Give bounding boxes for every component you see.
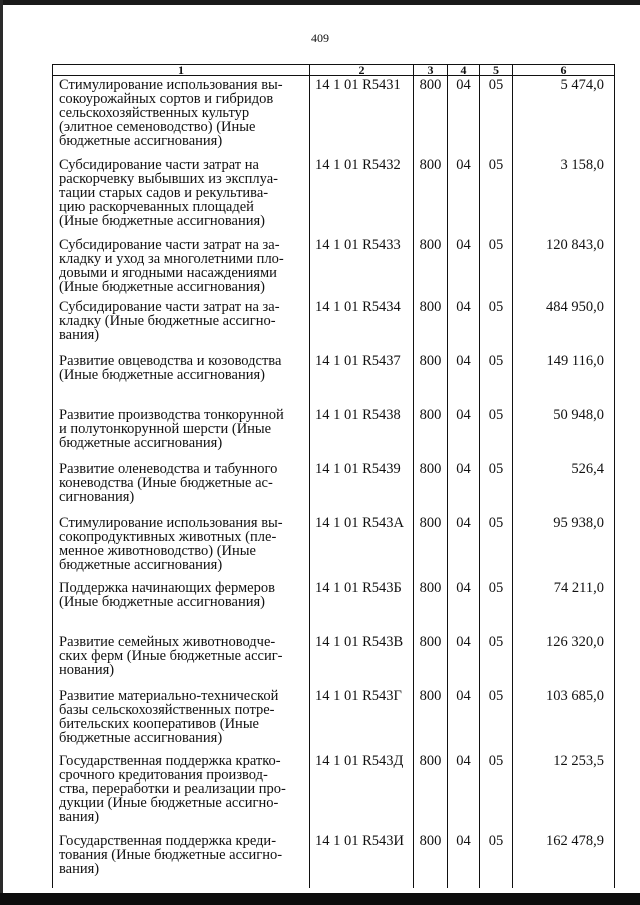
row-name-line: Поддержка начинающих фермеров bbox=[59, 580, 275, 596]
row-col3-cell-text: 800 bbox=[419, 461, 442, 477]
row-name-line: сельскохозяйственных культур bbox=[59, 105, 250, 121]
row-amount-cell-text: 5 474,0 bbox=[560, 77, 604, 93]
row-name-line: вания) bbox=[59, 809, 100, 825]
row-code-cell bbox=[310, 236, 414, 298]
row-amount-cell bbox=[513, 156, 615, 236]
row-name-line: Государственная поддержка креди- bbox=[59, 833, 277, 849]
table-body bbox=[53, 76, 615, 889]
row-amount-cell bbox=[513, 298, 615, 352]
row-col5-cell bbox=[480, 832, 513, 888]
row-col4-cell-text: 04 bbox=[456, 753, 471, 769]
row-amount-cell-text: 50 948,0 bbox=[553, 407, 604, 423]
row-col5-cell-text: 05 bbox=[488, 833, 504, 849]
row-code-cell bbox=[310, 298, 414, 352]
row-col3-cell-text: 800 bbox=[419, 407, 442, 423]
row-amount-cell bbox=[513, 460, 615, 514]
row-name-line: нования) bbox=[59, 662, 115, 678]
row-col3-cell-text: 800 bbox=[419, 833, 442, 849]
budget-table bbox=[52, 64, 615, 888]
column-header-6: 6 bbox=[513, 65, 615, 76]
row-col3-cell-text: 800 bbox=[419, 77, 442, 93]
row-code-cell bbox=[310, 352, 414, 406]
row-col5-cell-text: 05 bbox=[488, 688, 504, 704]
row-col5-cell-text: 05 bbox=[488, 515, 504, 531]
row-col5-cell bbox=[480, 406, 513, 460]
row-amount-cell bbox=[513, 76, 615, 157]
row-col3-cell bbox=[414, 406, 448, 460]
table-row bbox=[53, 687, 615, 752]
row-name-line: Стимулирование использования вы- bbox=[59, 77, 283, 93]
row-col4-cell bbox=[448, 460, 480, 514]
row-amount-cell-text: 3 158,0 bbox=[560, 157, 604, 173]
row-name-line: кладку и уход за многолетними пло- bbox=[59, 251, 284, 267]
row-col4-cell-text: 04 bbox=[456, 407, 471, 423]
row-name-cell bbox=[53, 752, 310, 832]
row-col3-cell bbox=[414, 298, 448, 352]
row-name-cell bbox=[53, 514, 310, 579]
row-col5-cell-text: 05 bbox=[488, 634, 504, 650]
row-col3-cell-text: 800 bbox=[419, 353, 442, 369]
row-name-line: кладку (Иные бюджетные ассигно- bbox=[59, 313, 276, 329]
row-amount-cell-text: 12 253,5 bbox=[553, 753, 604, 769]
row-code-cell bbox=[310, 579, 414, 633]
row-col4-cell-text: 04 bbox=[456, 461, 471, 477]
row-code-cell bbox=[310, 633, 414, 687]
row-col5-cell bbox=[480, 752, 513, 832]
row-code-cell bbox=[310, 832, 414, 888]
row-amount-cell-text: 149 116,0 bbox=[546, 353, 604, 369]
row-amount-cell-text: 126 320,0 bbox=[546, 634, 604, 650]
row-col5-cell-text: 05 bbox=[488, 157, 504, 173]
row-name-line: ства, переработки и реализации про- bbox=[59, 781, 286, 797]
page-number: 409 bbox=[311, 31, 329, 45]
row-col5-cell bbox=[480, 156, 513, 236]
row-name-line: Субсидирование части затрат на за- bbox=[59, 237, 280, 253]
row-col5-cell-text: 05 bbox=[488, 237, 504, 253]
row-col4-cell bbox=[448, 406, 480, 460]
row-amount-cell-text: 74 211,0 bbox=[553, 580, 604, 596]
row-col5-cell bbox=[480, 236, 513, 298]
row-name-cell bbox=[53, 687, 310, 752]
table-row bbox=[53, 514, 615, 579]
row-name-line: коневодства (Иные бюджетные ас- bbox=[59, 475, 273, 491]
table-row bbox=[53, 236, 615, 298]
row-name-line: Стимулирование использования вы- bbox=[59, 515, 283, 531]
row-amount-cell bbox=[513, 832, 615, 888]
row-code-cell bbox=[310, 687, 414, 752]
row-col4-cell bbox=[448, 633, 480, 687]
row-name-line: Субсидирование части затрат на bbox=[59, 157, 259, 173]
row-col4-cell bbox=[448, 752, 480, 832]
row-name-line: сокоурожайных сортов и гибридов bbox=[59, 91, 274, 107]
row-col3-cell-text: 800 bbox=[419, 753, 442, 769]
row-name-line: бюджетные ассигнования) bbox=[59, 133, 223, 149]
row-name-line: ских ферм (Иные бюджетные ассиг- bbox=[59, 648, 283, 664]
row-name-line: бюджетные ассигнования) bbox=[59, 730, 223, 746]
row-code-cell bbox=[310, 514, 414, 579]
row-code-cell bbox=[310, 460, 414, 514]
row-name-cell bbox=[53, 460, 310, 514]
row-col4-cell bbox=[448, 352, 480, 406]
row-code-cell-text: 14 1 01 R543И bbox=[315, 833, 405, 849]
table-row bbox=[53, 406, 615, 460]
column-header-5: 5 bbox=[480, 65, 513, 76]
row-col4-cell bbox=[448, 236, 480, 298]
row-col3-cell bbox=[414, 236, 448, 298]
row-code-cell-text: 14 1 01 R543Г bbox=[315, 688, 402, 704]
column-header-4: 4 bbox=[448, 65, 480, 76]
row-col3-cell bbox=[414, 460, 448, 514]
row-name-line: довыми и ягодными насаждениями bbox=[59, 265, 277, 281]
row-name-line: (элитное семеноводство) (Иные bbox=[59, 119, 256, 135]
row-name-line: срочного кредитования производ- bbox=[59, 767, 268, 783]
row-col4-cell bbox=[448, 76, 480, 157]
row-col3-cell bbox=[414, 687, 448, 752]
row-amount-cell-text: 526,4 bbox=[571, 461, 604, 477]
row-col3-cell bbox=[414, 752, 448, 832]
row-col3-cell-text: 800 bbox=[419, 688, 442, 704]
row-col5-cell-text: 05 bbox=[488, 77, 504, 93]
row-name-line: (Иные бюджетные ассигнования) bbox=[59, 213, 266, 229]
row-name-cell bbox=[53, 76, 310, 157]
row-name-line: бюджетные ассигнования) bbox=[59, 557, 223, 573]
row-col4-cell-text: 04 bbox=[456, 688, 471, 704]
row-code-cell bbox=[310, 752, 414, 832]
table-row bbox=[53, 633, 615, 687]
row-col5-cell bbox=[480, 460, 513, 514]
row-col3-cell-text: 800 bbox=[419, 634, 442, 650]
row-amount-cell bbox=[513, 633, 615, 687]
row-col4-cell-text: 04 bbox=[456, 157, 471, 173]
row-name-line: сокопродуктивных животных (пле- bbox=[59, 529, 277, 545]
row-col3-cell bbox=[414, 832, 448, 888]
row-col5-cell bbox=[480, 298, 513, 352]
row-name-line: бительских кооперативов (Иные bbox=[59, 716, 259, 732]
row-col4-cell-text: 04 bbox=[456, 634, 471, 650]
row-col3-cell-text: 800 bbox=[419, 237, 442, 253]
row-code-cell bbox=[310, 156, 414, 236]
row-col4-cell-text: 04 bbox=[456, 299, 471, 315]
scan-edge-bottom bbox=[0, 893, 640, 905]
row-col3-cell-text: 800 bbox=[419, 299, 442, 315]
row-name-line: базы сельскохозяйственных потре- bbox=[59, 702, 275, 718]
row-col4-cell bbox=[448, 832, 480, 888]
table-row bbox=[53, 156, 615, 236]
row-code-cell-text: 14 1 01 R543А bbox=[315, 515, 405, 531]
table-row bbox=[53, 76, 615, 157]
row-col4-cell-text: 04 bbox=[456, 237, 471, 253]
row-name-line: цию раскорчеванных площадей bbox=[59, 199, 254, 215]
row-col4-cell-text: 04 bbox=[456, 77, 471, 93]
row-name-line: менное животноводство) (Иные bbox=[59, 543, 256, 559]
table-row bbox=[53, 832, 615, 888]
row-code-cell-text: 14 1 01 R5431 bbox=[315, 77, 401, 93]
row-amount-cell-text: 162 478,9 bbox=[546, 833, 604, 849]
row-code-cell bbox=[310, 76, 414, 157]
row-code-cell-text: 14 1 01 R5438 bbox=[315, 407, 401, 423]
row-code-cell-text: 14 1 01 R5433 bbox=[315, 237, 401, 253]
row-code-cell-text: 14 1 01 R543Д bbox=[315, 753, 404, 769]
row-col3-cell bbox=[414, 514, 448, 579]
table-row bbox=[53, 752, 615, 832]
row-code-cell-text: 14 1 01 R543В bbox=[315, 634, 404, 650]
row-col4-cell bbox=[448, 514, 480, 579]
row-col5-cell bbox=[480, 633, 513, 687]
row-col5-cell-text: 05 bbox=[488, 407, 504, 423]
row-code-cell-text: 14 1 01 R543Б bbox=[315, 580, 402, 596]
column-header-3: 3 bbox=[414, 65, 448, 76]
row-name-line: Развитие оленеводства и табунного bbox=[59, 461, 278, 477]
row-col4-cell bbox=[448, 687, 480, 752]
row-col3-cell-text: 800 bbox=[419, 157, 442, 173]
row-name-line: раскорчевку выбывших из эксплуа- bbox=[59, 171, 278, 187]
row-amount-cell bbox=[513, 687, 615, 752]
row-name-line: бюджетные ассигнования) bbox=[59, 435, 223, 451]
row-code-cell-text: 14 1 01 R5434 bbox=[315, 299, 401, 315]
row-name-line: вания) bbox=[59, 861, 100, 877]
row-name-line: (Иные бюджетные ассигнования) bbox=[59, 279, 266, 295]
header-row bbox=[53, 65, 615, 76]
row-col4-cell-text: 04 bbox=[456, 833, 471, 849]
table-row bbox=[53, 579, 615, 633]
row-col5-cell bbox=[480, 579, 513, 633]
budget-table-wrapper bbox=[52, 64, 614, 888]
row-name-cell bbox=[53, 298, 310, 352]
row-name-line: вания) bbox=[59, 327, 100, 343]
table-row bbox=[53, 352, 615, 406]
row-col4-cell bbox=[448, 579, 480, 633]
row-code-cell-text: 14 1 01 R5439 bbox=[315, 461, 401, 477]
row-name-line: Развитие семейных животноводче- bbox=[59, 634, 276, 650]
row-col5-cell-text: 05 bbox=[488, 299, 504, 315]
row-name-line: тации старых садов и рекультива- bbox=[59, 185, 269, 201]
row-name-cell bbox=[53, 579, 310, 633]
row-col3-cell bbox=[414, 579, 448, 633]
row-amount-cell bbox=[513, 406, 615, 460]
row-col3-cell-text: 800 bbox=[419, 515, 442, 531]
row-col3-cell bbox=[414, 352, 448, 406]
row-name-line: Развитие материально-технической bbox=[59, 688, 279, 704]
row-col5-cell-text: 05 bbox=[488, 580, 504, 596]
row-col4-cell bbox=[448, 298, 480, 352]
row-amount-cell-text: 120 843,0 bbox=[546, 237, 604, 253]
row-col4-cell-text: 04 bbox=[456, 580, 471, 596]
row-amount-cell bbox=[513, 352, 615, 406]
row-name-cell bbox=[53, 156, 310, 236]
row-amount-cell-text: 484 950,0 bbox=[546, 299, 604, 315]
row-col3-cell bbox=[414, 633, 448, 687]
row-amount-cell bbox=[513, 514, 615, 579]
row-name-cell bbox=[53, 633, 310, 687]
scan-edge-left bbox=[0, 0, 3, 905]
row-amount-cell bbox=[513, 236, 615, 298]
row-code-cell bbox=[310, 406, 414, 460]
row-col5-cell bbox=[480, 352, 513, 406]
table-row bbox=[53, 298, 615, 352]
row-col5-cell bbox=[480, 687, 513, 752]
row-name-line: Государственная поддержка кратко- bbox=[59, 753, 281, 769]
row-name-line: сигнования) bbox=[59, 489, 135, 505]
row-name-line: тования (Иные бюджетные ассигно- bbox=[59, 847, 283, 863]
row-col5-cell-text: 05 bbox=[488, 461, 504, 477]
row-name-line: Субсидирование части затрат на за- bbox=[59, 299, 280, 315]
row-name-line: Развитие производства тонкорунной bbox=[59, 407, 284, 423]
row-amount-cell-text: 95 938,0 bbox=[553, 515, 604, 531]
row-col4-cell-text: 04 bbox=[456, 515, 471, 531]
row-col3-cell bbox=[414, 156, 448, 236]
row-name-cell bbox=[53, 236, 310, 298]
column-header-2: 2 bbox=[310, 65, 414, 76]
row-code-cell-text: 14 1 01 R5432 bbox=[315, 157, 401, 173]
row-name-line: (Иные бюджетные ассигнования) bbox=[59, 367, 266, 383]
row-name-line: дукции (Иные бюджетные ассигно- bbox=[59, 795, 279, 811]
row-col3-cell-text: 800 bbox=[419, 580, 442, 596]
row-name-line: Развитие овцеводства и козоводства bbox=[59, 353, 282, 369]
row-name-cell bbox=[53, 406, 310, 460]
column-header-1: 1 bbox=[53, 65, 310, 76]
row-col5-cell bbox=[480, 514, 513, 579]
row-name-line: и полутонкорунной шерсти (Иные bbox=[59, 421, 272, 437]
row-col4-cell bbox=[448, 156, 480, 236]
scan-edge-top bbox=[0, 0, 640, 5]
row-col5-cell-text: 05 bbox=[488, 753, 504, 769]
row-col5-cell-text: 05 bbox=[488, 353, 504, 369]
row-col5-cell bbox=[480, 76, 513, 157]
row-col3-cell bbox=[414, 76, 448, 157]
row-code-cell-text: 14 1 01 R5437 bbox=[315, 353, 401, 369]
row-col4-cell-text: 04 bbox=[456, 353, 471, 369]
row-name-line: (Иные бюджетные ассигнования) bbox=[59, 594, 266, 610]
row-amount-cell-text: 103 685,0 bbox=[546, 688, 604, 704]
row-amount-cell bbox=[513, 752, 615, 832]
row-name-cell bbox=[53, 352, 310, 406]
row-name-cell bbox=[53, 832, 310, 888]
row-amount-cell bbox=[513, 579, 615, 633]
table-row bbox=[53, 460, 615, 514]
